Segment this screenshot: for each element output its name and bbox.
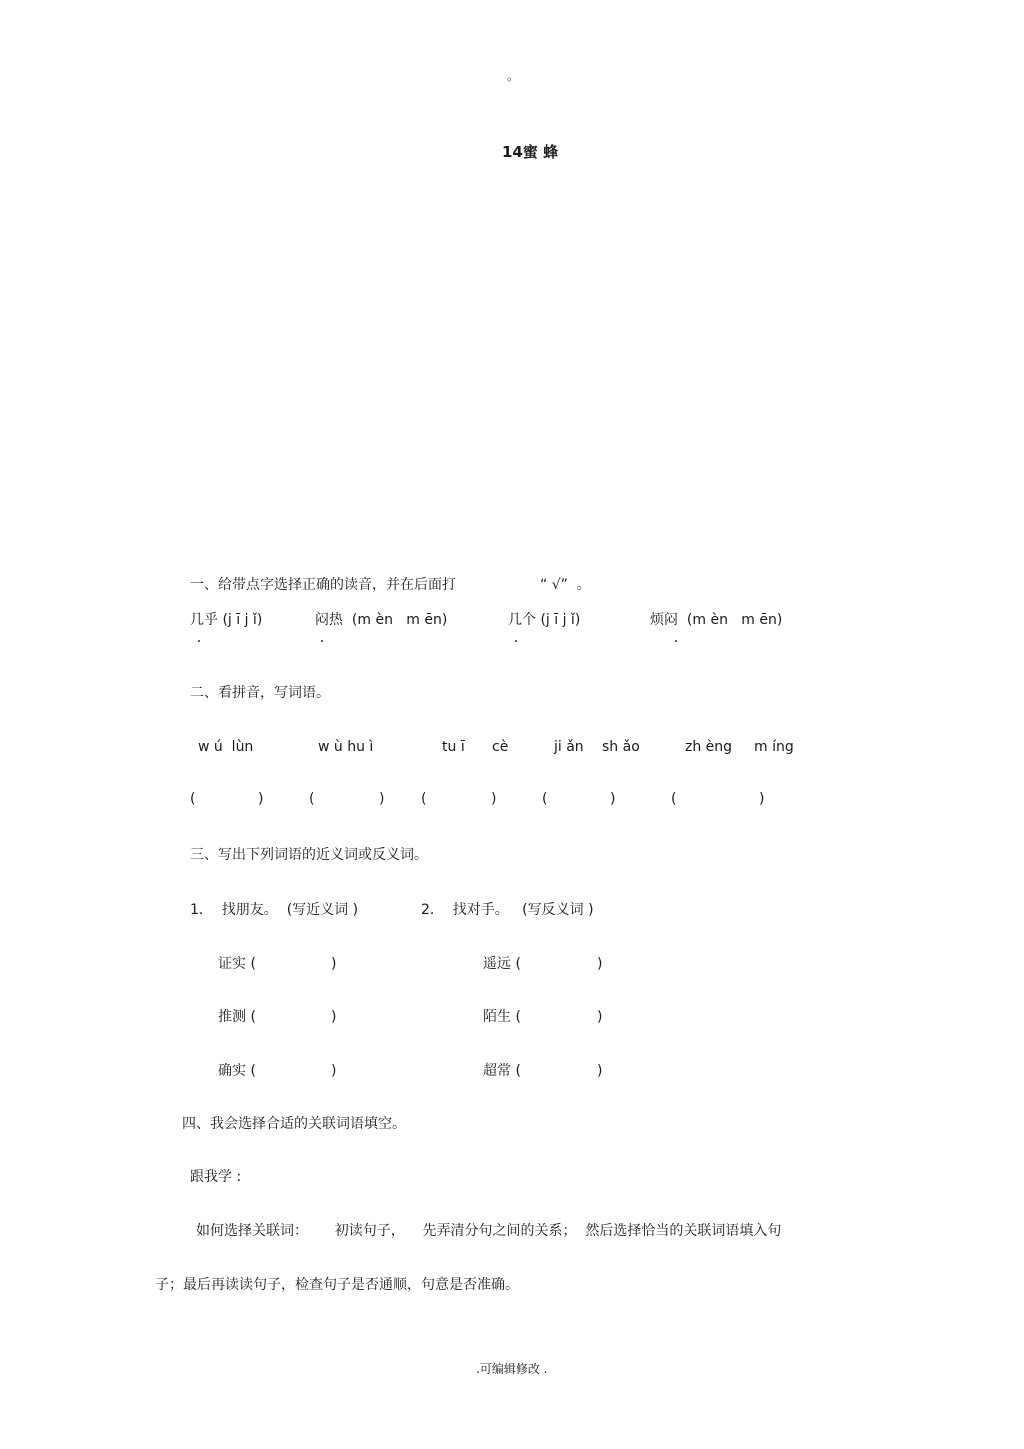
answer-blank-open: (	[542, 791, 548, 807]
option-item: 烦闷 (m èn m ēn)	[650, 612, 783, 628]
word-item-close: )	[597, 1009, 603, 1025]
answer-blank-close: )	[759, 791, 765, 807]
pinyin-text: sh ǎo	[602, 739, 640, 755]
emphasis-dot	[515, 640, 517, 642]
word-item-close: )	[597, 1063, 603, 1079]
pinyin-text: m íng	[754, 739, 794, 755]
pinyin-text: zh èng	[685, 739, 733, 755]
pinyin-text: cè	[492, 739, 509, 755]
word-item: 证实 (	[218, 956, 256, 972]
pinyin-text: w ú lùn	[198, 739, 254, 755]
word-item-close: )	[331, 1063, 337, 1079]
section2-heading: 二、看拼音，写词语。	[190, 685, 330, 701]
word-item: 陌生 (	[483, 1009, 521, 1025]
emphasis-dot	[675, 640, 677, 642]
section1-mark: “ √” 。	[540, 577, 591, 593]
word-item: 推测 (	[218, 1009, 256, 1025]
answer-blank-close: )	[491, 791, 497, 807]
synonym-instruction: 1． 找朋友。 (写近义词 )	[190, 902, 359, 918]
word-item-close: )	[331, 1009, 337, 1025]
top-mark: 。	[507, 69, 520, 83]
paragraph-line: 如何选择关联词： 初读句子， 先弄清分句之间的关系； 然后选择恰当的关联词语填入句	[196, 1223, 782, 1239]
answer-blank-open: (	[190, 791, 196, 807]
pinyin-text: tu ī	[442, 739, 465, 755]
paragraph-line: 子；最后再读读句子，检查句子是否通顺，句意是否准确。	[155, 1277, 519, 1293]
answer-blank-open: (	[671, 791, 677, 807]
footer-note: .可编辑修改 .	[476, 1362, 548, 1376]
word-item: 遥远 (	[483, 956, 521, 972]
word-item: 确实 (	[218, 1063, 256, 1079]
page-title: 14蜜 蜂	[502, 143, 559, 161]
answer-blank-open: (	[309, 791, 315, 807]
section3-heading: 三、写出下列词语的近义词或反义词。	[190, 847, 428, 863]
answer-blank-open: (	[421, 791, 427, 807]
emphasis-dot	[321, 640, 323, 642]
emphasis-dot	[198, 640, 200, 642]
option-item: 几乎 (j ī j ǐ)	[190, 612, 263, 628]
answer-blank-close: )	[258, 791, 264, 807]
word-item-close: )	[597, 956, 603, 972]
section4-heading: 四、我会选择合适的关联词语填空。	[182, 1116, 406, 1132]
section4-subheading: 跟我学 :	[190, 1169, 242, 1185]
antonym-instruction: 2． 找对手。 (写反义词 )	[421, 902, 594, 918]
answer-blank-close: )	[379, 791, 385, 807]
pinyin-text: ji ǎn	[554, 739, 584, 755]
word-item: 超常 (	[483, 1063, 521, 1079]
option-item: 闷热 (m èn m ēn)	[315, 612, 448, 628]
answer-blank-close: )	[610, 791, 616, 807]
word-item-close: )	[331, 956, 337, 972]
pinyin-text: w ù hu ì	[318, 739, 374, 755]
section1-heading: 一、给带点字选择正确的读音，并在后面打	[190, 577, 456, 593]
option-item: 几个 (j ī j ǐ)	[508, 612, 581, 628]
